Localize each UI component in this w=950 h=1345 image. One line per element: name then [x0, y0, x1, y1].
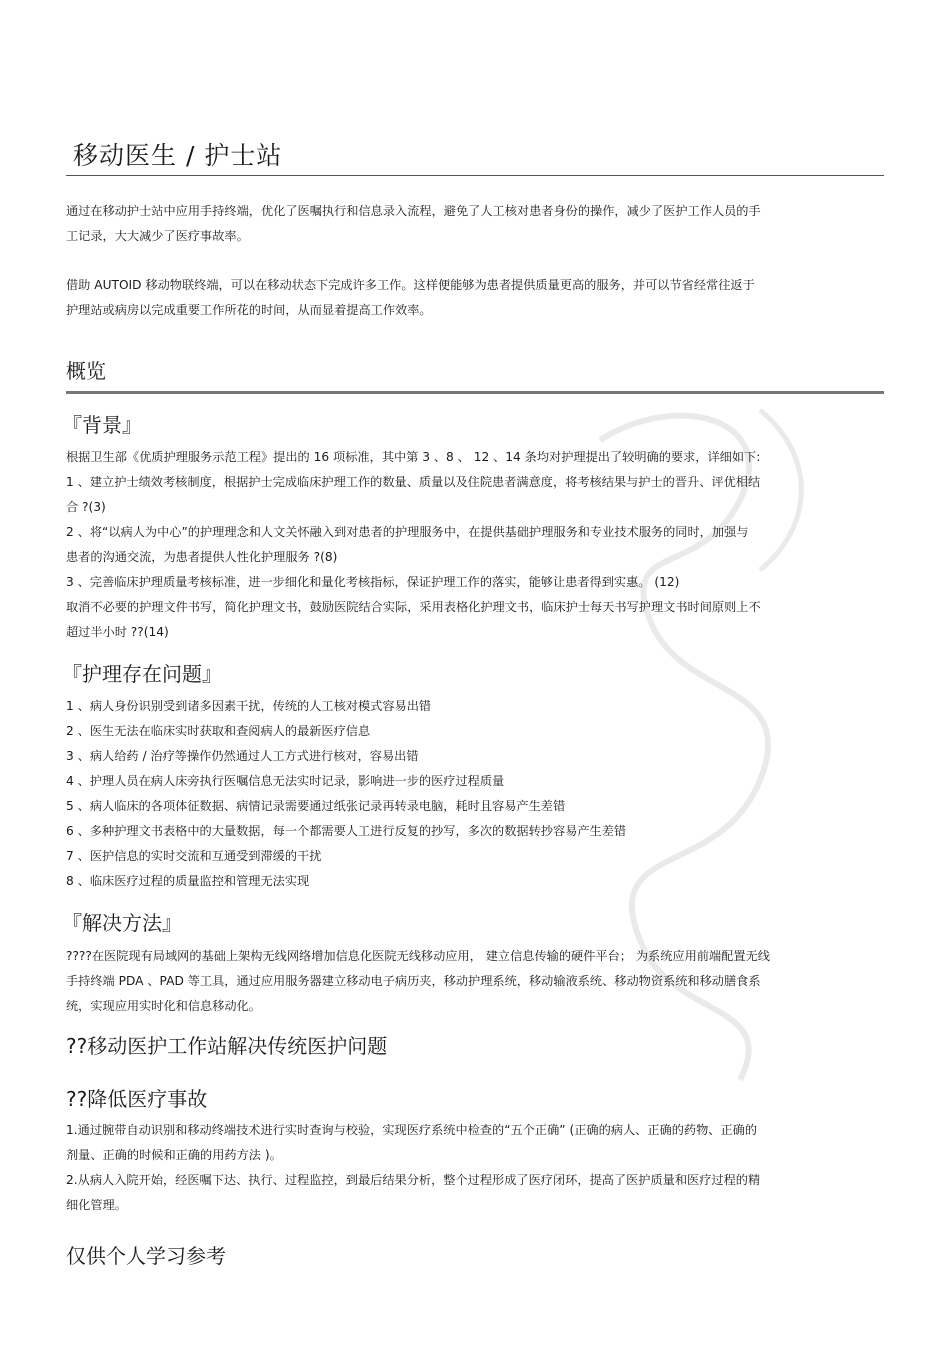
list-item: 8 、临床医疗过程的质量监控和管理无法实现: [66, 874, 310, 888]
text-line: 通过在移动护士站中应用手持终端，优化了医嘱执行和信息录入流程，避免了人工核对患者身份的操作，减少了医护工作人员的手: [66, 204, 761, 218]
problems-list: [66, 694, 626, 894]
text-line: 1 、建立护士绩效考核制度，根据护士完成临床护理工作的数量、质量以及住院患者满意度，将考核结果与护士的晋升、评优相结: [66, 475, 761, 489]
text-line: 统，实现应用实时化和信息移动化。: [66, 999, 261, 1013]
list-item: 7 、医护信息的实时交流和互通受到滞缓的干扰: [66, 849, 322, 863]
intro-paragraph-2: [66, 273, 755, 323]
list-item: 6 、多种护理文书表格中的大量数据，每一个都需要人工进行反复的抄写，多次的数据转抄容易产生差错: [66, 824, 627, 838]
background-body: [66, 445, 761, 645]
text-line: 2 、将“以病人为中心”的护理理念和人文关怀融入到对患者的护理服务中，在提供基础护理服务和专业技术服务的同时，加强与: [66, 525, 749, 539]
section-heading-reduce-accidents: ??降低医疗事故: [66, 1087, 208, 1111]
problems-heading: 『护理存在问题』: [62, 662, 222, 686]
solution-heading: 『解决方法』: [62, 911, 182, 935]
text-line: 2.从病人入院开始，经医嘱下达、执行、过程监控，到最后结果分析，整个过程形成了医疗闭环，提高了医护质量和医疗过程的精: [66, 1173, 761, 1187]
text-line: 1.通过腕带自动识别和移动终端技术进行实时查询与校验，实现医疗系统中检查的“五个正确” (正确的病人、正确的药物、正确的: [66, 1123, 758, 1137]
overview-divider: [66, 391, 884, 394]
list-item: 4 、护理人员在病人床旁执行医嘱信息无法实时记录，影响进一步的医疗过程质量: [66, 774, 505, 788]
solution-body: [66, 944, 770, 1019]
text-line: 3 、完善临床护理质量考核标准，进一步细化和量化考核指标，保证护理工作的落实，能够让患者得到实惠。 (12): [66, 575, 680, 589]
footer-note: 仅供个人学习参考: [66, 1244, 226, 1268]
background-heading: 『背景』: [62, 413, 142, 437]
reduce-accidents-body: [66, 1118, 760, 1218]
overview-heading: 概览: [66, 359, 106, 383]
title-divider: [66, 175, 884, 176]
list-item: 3 、病人给药 / 治疗等操作仍然通过人工方式进行核对，容易出错: [66, 749, 419, 763]
text-line: 根据卫生部《优质护理服务示范工程》提出的 16 项标准，其中第 3 、8 、 12 、14 条均对护理提出了较明确的要求，详细如下:: [66, 450, 761, 464]
text-line: 借助 AUTOID 移动物联终端，可以在移动状态下完成许多工作。这样便能够为患者提供质量更高的服务，并可以节省经常往返于: [66, 278, 755, 292]
text-line: 工记录，大大减少了医疗事故率。: [66, 229, 249, 243]
text-line: 剂量、正确的时候和正确的用药方法 )。: [66, 1148, 282, 1162]
page-title: 移动医生 / 护士站: [73, 141, 283, 170]
list-item: 1 、病人身份识别受到诸多因素干扰，传统的人工核对模式容易出错: [66, 699, 432, 713]
text-line: ????在医院现有局域网的基础上架构无线网络增加信息化医院无线移动应用， 建立信息传输的硬件平台； 为系统应用前端配置无线: [66, 949, 770, 963]
text-line: 手持终端 PDA 、PAD 等工具，通过应用服务器建立移动电子病历夹，移动护理系统，移动输液系统、移动物资系统和移动膳食系: [66, 974, 761, 988]
text-line: 护理站或病房以完成重要工作所花的时间，从而显着提高工作效率。: [66, 303, 432, 317]
text-line: 细化管理。: [66, 1198, 127, 1212]
list-item: 5 、病人临床的各项体征数据、病情记录需要通过纸张记录再转录电脑，耗时且容易产生差错: [66, 799, 566, 813]
intro-paragraph-1: [66, 199, 761, 249]
text-line: 取消不必要的护理文件书写，简化护理文书，鼓励医院结合实际，采用表格化护理文书，临床护士每天书写护理文书时间原则上不: [66, 600, 761, 614]
list-item: 2 、医生无法在临床实时获取和查阅病人的最新医疗信息: [66, 724, 371, 738]
text-line: 合 ?(3): [66, 500, 106, 514]
section-heading-workstation: ??移动医护工作站解决传统医护问题: [66, 1034, 388, 1058]
text-line: 超过半小时 ??(14): [66, 625, 169, 639]
text-line: 患者的沟通交流，为患者提供人性化护理服务 ?(8): [66, 550, 338, 564]
